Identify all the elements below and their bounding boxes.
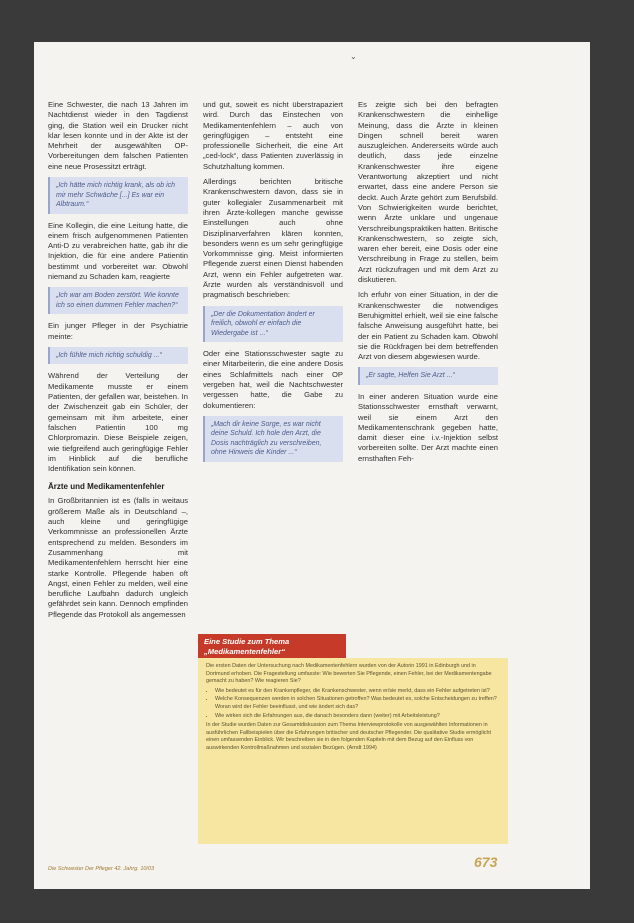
list-item: • Wie bedeutet es für den Krankenpfleger, die Krankenschwester, wenn er/sie merkt, dass ein Fehler aufgetreten ist? [215,688,500,696]
list-item: • Wie wirken sich die Erfahrungen aus, die danach besonders dann (weiter) mit Arbeitsleistung? [215,713,500,721]
paragraph: Ein junger Pfleger in der Psychiatrie meinte: [48,321,188,341]
column-1 [48,100,188,625]
paragraph: und gut, soweit es nicht überstrapaziert wird. Durch das Einstechen von Medikamentenfehlern – auch von geringfügigen – entsteht eine professionelle Sicherheit, die eine Art „ced-lock“, dass Patienten zuverlässig in Schutzhaltung kommen. [203,100,343,171]
paragraph: Es zeigte sich bei den befragten Krankenschwestern die einhellige Meinung, dass die Ärzte in kleinen Dingen schnell bereit waren auszugleichen. Andererseits würde auch deutlich, dass jede einzelne Krankenschwester ihre eigene Verantwortung akzeptiert und nicht erwartet, dass eine andere Person sie deckt. Auch Ärzte gehört zum Berufsbild. Von Schwierigkeiten wurde berichtet, wenn Ärzte unklare und ungenaue Verschreibungspraktiken hatten. Britische Krankenschwestern, so zeigte sich, waren eher bereit, eine Dosis oder eine Verschreibung in Frage zu stellen, beim Arzt rückzufragen und mit dem Arzt zu diskutieren. [358,100,498,285]
pull-quote: „Er sagte, Helfen Sie Arzt ...“ [358,367,498,385]
infobox-list [206,688,500,720]
column-2 [203,100,343,469]
pull-quote: „Ich war am Boden zerstört. Wie konnte ich so einen dummen Fehler machen?“ [48,287,188,314]
pull-quote: „Ich hätte mich richtig krank, als ob ich mir mehr Schwäche [...] Es war ein Albtraum.“ [48,177,188,214]
paragraph: Während der Verteilung der Medikamente musste er einem Patienten, der gefallen war, beistehen. In der Zwischenzeit gab ein Schüler, der gemeinsam mit ihm arbeitete, einer falschen Patientin 100 mg Chlorpromazin. Diese Beispiele zeigen, wie tiefgreifend auch geringfügige Fehler im Hinblick auf die berufliche Identifikation sein können. [48,371,188,474]
paragraph: Eine Schwester, die nach 13 Jahren im Nachtdienst wieder in den Tagdienst ging, die Station weil ein Drucker nicht klar lesen konnte und in der Akte ist der Mehrheit der ausgewählten OP-Vorbereitungen dem falschen Patienten eine neue Prosessitzt erträgt. [48,100,188,171]
paragraph: Allerdings berichten britische Krankenschwestern davon, dass sie in guter kollegialer Zusammenarbeit mit ihren Ärzte-kollegen manche gewisse Einstellungen auch ohne Disziplinarverfahren klären konnten, besonders wenn es um sehr geringfügige Vorkommnisse ging. Meist informierten Pflegende zuerst einen Dienst habenden Arzt, wenn ein Fehler aufgetreten war. Ärzte wurden als verständnisvoll und pragmatisch beschrieben: [203,177,343,300]
column-3 [358,100,498,469]
pull-quote: „Ich fühlte mich richtig schuldig ...“ [48,347,188,365]
study-info-box [198,658,508,844]
paragraph: Ich erfuhr von einer Situation, in der die Krankenschwester die notwendiges Beruhigmittel erhielt, weil sie eine falsche falsche Anweisung ausgeführt hatte, bei der ein Patient zu Schaden kam. Obwohl sie die Rückfragen bei dem betreffenden Arzt von diesem abgewiesen wurde. [358,290,498,362]
page-number: 673 [474,854,498,870]
journal-footer: Die Schwester Der Pfleger 42. Jahrg. 10/03 [48,866,155,872]
pull-quote: „Mach dir keine Sorge, es war nicht deine Schuld. Ich hole den Arzt, die Dosis nachträglich zu verschreiben, ohne Hinweis die Kinder ...“ [203,416,343,462]
paragraph: Eine Kollegin, die eine Leitung hatte, die einem frisch aufgenommenen Patienten Anti-D zu verabreichen hatte, gab ihr die Injektion, die für eine andere Patientin bestimmt und vorbereitet war. Obwohl niemand zu Schaden kam, reagierte [48,220,188,282]
document-page [34,42,590,889]
paragraph: Oder eine Stationsschwester sagte zu einer Mitarbeiterin, die eine andere Dosis eines Schlafmittels nach einer OP vergeben hat, weil die Nachtschwester vergessen hatte, die Gabe zu dokumentieren: [203,349,343,410]
section-heading: Ärzte und Medikamentenfehler [48,482,165,492]
paragraph: In einer anderen Situation wurde eine Stationsschwester ernsthaft verwarnt, weil sie einem Arzt den Medikamentenschrank gegeben hatte, damit dieser eine i.v.-Injektion selbst vorbereiten sollte. Der Arzt machte einen ernsthaften Feh- [358,391,498,463]
infobox-outro: In der Studie wurden Daten zur Gesamtdiskussion zum Thema Interviewprotokolle von ausgewählten Informationen in ausführlichen Fallbeispielen über die Erfahrungen britischer und deutscher Pflegender. Die qualitative Studie ermöglicht einen umfassenden Einblick. Wir beschreiben sie in den folgenden Kapiteln mit dem Bezug auf den Einfluss von auswirkenden Kontrollmaßnahmen und sozialen Bezügen. (Arndt 1994) [206,722,491,751]
infobox-intro: Die ersten Daten der Untersuchung nach Medikamentenfehlern wurden von der Autorin 1991 in Edinburgh und in Dortmund erhoben. Die Fragestellung umfasste: Wie bewerten Sie Pflegende, einen Fehler, bei der Medikamentengabe gemacht zu haben? Wie reagieren Sie? [206,663,492,685]
pull-quote: „Der die Dokumentation ändert er freilich, obwohl er einfach die Wiedergabe ist ...“ [203,306,343,343]
paragraph: In Großbritannien ist es (falls in weitaus größerem Maße als in Deutschland –, auch kleine und geringfügige Verkommnisse an professionellen Ärzte entsprechend zu melden. Besonders im Zusammenhang mit Medikamentenfehlern herrscht hier eine starke Kontrolle. Pflegende haben oft Angst, einen Fehler zu melden, weil eine berufliche Laufbahn dadurch ungleich gefährdet sein kann. Dennoch empfinden Pflegende das Protokoll als angemessen [48,496,188,619]
list-item: • Welche Konsequenzen werden in solchen Situationen getroffen? Was bedeutet es, solche Entscheidungen zu treffen? Woran wird der Fehler beeinflusst, und wie ändert sich das? [215,696,500,711]
study-box-title: Eine Studie zum Thema „Medikamentenfehler“ [198,634,346,660]
crop-mark-icon: ⌄ [350,52,357,61]
